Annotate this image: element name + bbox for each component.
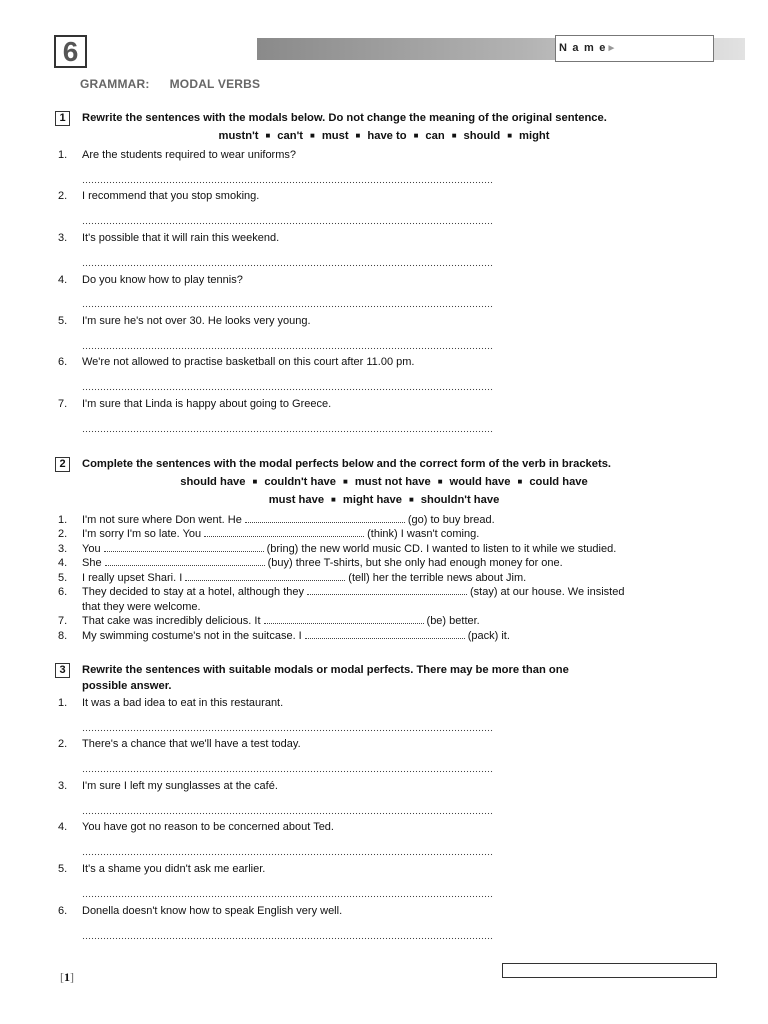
item-text-after: (think) I wasn't coming. bbox=[367, 528, 480, 540]
word-bank-item: must bbox=[321, 130, 349, 142]
item-number: 7. bbox=[58, 398, 68, 410]
item-text-before: I'm not sure where Don went. He bbox=[82, 514, 242, 526]
item-text: It was a bad idea to eat in this restaurant. bbox=[82, 697, 284, 709]
word-bank-item: should have bbox=[180, 476, 246, 488]
word-bank-item: can't bbox=[277, 130, 303, 142]
item-number: 8. bbox=[58, 630, 68, 642]
item-text: Are the students required to wear uniforms? bbox=[82, 149, 297, 161]
answer-line[interactable] bbox=[82, 895, 493, 901]
item-text: I recommend that you stop smoking. bbox=[82, 190, 260, 202]
item-number: 6. bbox=[58, 356, 68, 368]
item-number: 3. bbox=[58, 780, 68, 792]
item-text: Donella doesn't know how to speak English very well. bbox=[82, 905, 343, 917]
word-bank-item: mustn't bbox=[218, 130, 259, 142]
gap-fill[interactable] bbox=[204, 527, 364, 537]
instruction-line: Rewrite the sentences with suitable modals or modal perfects. There may be more than one bbox=[82, 664, 569, 676]
item-text-after: (go) to buy bread. bbox=[407, 514, 495, 526]
item-text-after: (tell) her the terrible news about Jim. bbox=[348, 572, 527, 584]
word-bank-item: would have bbox=[449, 476, 511, 488]
gap-fill[interactable] bbox=[305, 629, 465, 639]
answer-line[interactable] bbox=[82, 430, 493, 436]
item-number: 5. bbox=[58, 863, 68, 875]
section-1-number: 1 bbox=[55, 111, 70, 126]
word-bank-item: should bbox=[463, 130, 501, 142]
word-bank-item: might have bbox=[342, 494, 402, 506]
item-text-after: (stay) at our house. We insisted bbox=[469, 586, 625, 598]
section-1-word-bank: mustn't ■ can't ■ must ■ have to ■ can ■ should ■ might bbox=[218, 130, 550, 142]
item-text: You have got no reason to be concerned about Ted. bbox=[82, 821, 334, 833]
item-text-after: (be) better. bbox=[426, 615, 480, 627]
list-item bbox=[0, 905, 768, 919]
item-text-before: That cake was incredibly delicious. It bbox=[82, 615, 261, 627]
item-text-before: They decided to stay at a hotel, although they bbox=[82, 586, 304, 598]
unit-number-badge: 6 bbox=[54, 35, 87, 68]
list-item bbox=[0, 190, 768, 204]
section-2-instruction: Complete the sentences with the modal perfects below and the correct form of the verb in brackets. bbox=[82, 458, 612, 470]
item-number: 1. bbox=[58, 149, 68, 161]
item-number: 6. bbox=[58, 586, 68, 598]
item-number: 1. bbox=[58, 514, 68, 526]
page-number-value: 1 bbox=[64, 970, 70, 984]
gap-fill[interactable] bbox=[185, 571, 345, 581]
score-box[interactable] bbox=[502, 963, 717, 978]
item-text: I'm sure I left my sunglasses at the café. bbox=[82, 780, 278, 792]
item-text-before: She bbox=[82, 557, 102, 569]
word-bank-item: might bbox=[519, 130, 550, 142]
word-bank-item: must not have bbox=[354, 476, 431, 488]
word-bank-item: shouldn't have bbox=[420, 494, 500, 506]
item-text: Do you know how to play tennis? bbox=[82, 274, 243, 286]
item-text-after: (buy) three T-shirts, but she only had enough money for one. bbox=[267, 557, 563, 569]
item-text-continuation: that they were welcome. bbox=[82, 601, 201, 613]
item-text: It's a shame you didn't ask me earlier. bbox=[82, 863, 266, 875]
list-item bbox=[0, 738, 768, 752]
section-3-number: 3 bbox=[55, 663, 70, 678]
page-number: [1] bbox=[60, 970, 74, 984]
item-text: We're not allowed to practise basketball on this court after 11.00 pm. bbox=[82, 356, 415, 368]
list-item bbox=[0, 315, 768, 329]
item-number: 3. bbox=[58, 232, 68, 244]
list-item bbox=[0, 149, 768, 163]
item-number: 5. bbox=[58, 315, 68, 327]
item-number: 4. bbox=[58, 274, 68, 286]
answer-line[interactable] bbox=[82, 347, 493, 353]
answer-line[interactable] bbox=[82, 222, 493, 228]
item-number: 2. bbox=[58, 738, 68, 750]
section-2-number: 2 bbox=[55, 457, 70, 472]
heading-right: MODAL VERBS bbox=[169, 77, 261, 91]
answer-line[interactable] bbox=[82, 264, 493, 270]
answer-line[interactable] bbox=[82, 388, 493, 394]
list-item bbox=[0, 274, 768, 288]
answer-line[interactable] bbox=[82, 937, 493, 943]
gap-fill[interactable] bbox=[105, 556, 265, 566]
instruction-line: possible answer. bbox=[82, 680, 172, 692]
item-text: It's possible that it will rain this weekend. bbox=[82, 232, 280, 244]
page-title bbox=[80, 77, 260, 91]
list-item bbox=[0, 697, 768, 711]
list-item bbox=[0, 398, 768, 412]
item-number: 3. bbox=[58, 543, 68, 555]
item-number: 2. bbox=[58, 190, 68, 202]
item-text-before: I really upset Shari. I bbox=[82, 572, 183, 584]
gap-fill[interactable] bbox=[104, 542, 264, 552]
item-text: I'm sure he's not over 30. He looks very young. bbox=[82, 315, 311, 327]
gap-fill[interactable] bbox=[245, 513, 405, 523]
section-3-instruction bbox=[82, 662, 662, 694]
list-item bbox=[0, 780, 768, 794]
list-item bbox=[0, 232, 768, 246]
section-1-instruction: Rewrite the sentences with the modals below. Do not change the meaning of the original sentence. bbox=[82, 112, 607, 124]
list-item bbox=[0, 863, 768, 877]
item-number: 2. bbox=[58, 528, 68, 540]
item-number: 4. bbox=[58, 557, 68, 569]
item-text-after: (pack) it. bbox=[467, 630, 510, 642]
section-2-word-bank-line-2: must have ■ might have ■ shouldn't have bbox=[268, 494, 500, 506]
word-bank-item: couldn't have bbox=[264, 476, 337, 488]
word-bank-item: have to bbox=[367, 130, 407, 142]
arrow-right-icon: ► bbox=[606, 43, 617, 54]
gap-fill[interactable] bbox=[307, 585, 467, 595]
word-bank-item: must have bbox=[268, 494, 325, 506]
list-item bbox=[0, 356, 768, 370]
answer-line[interactable] bbox=[82, 729, 493, 735]
word-bank-item: can bbox=[425, 130, 445, 142]
word-bank-item: could have bbox=[529, 476, 588, 488]
answer-line[interactable] bbox=[82, 770, 493, 776]
gap-fill[interactable] bbox=[264, 614, 424, 624]
name-field[interactable] bbox=[555, 35, 714, 62]
item-text: I'm sure that Linda is happy about going to Greece. bbox=[82, 398, 332, 410]
heading-left: GRAMMAR: bbox=[80, 77, 150, 91]
item-text: There's a chance that we'll have a test today. bbox=[82, 738, 301, 750]
section-2-word-bank-line-1: should have ■ couldn't have ■ must not have ■ would have ■ could have bbox=[180, 476, 588, 488]
item-number: 4. bbox=[58, 821, 68, 833]
item-text-before: You bbox=[82, 543, 101, 555]
item-number: 7. bbox=[58, 615, 68, 627]
list-item bbox=[0, 821, 768, 835]
answer-line[interactable] bbox=[82, 853, 493, 859]
answer-line[interactable] bbox=[82, 305, 493, 311]
item-number: 1. bbox=[58, 697, 68, 709]
item-text-before: My swimming costume's not in the suitcase. I bbox=[82, 630, 302, 642]
item-text-after: (bring) the new world music CD. I wanted to listen to it while we studied. bbox=[266, 543, 617, 555]
item-text-before: I'm sorry I'm so late. You bbox=[82, 528, 202, 540]
answer-line[interactable] bbox=[82, 181, 493, 187]
item-number: 5. bbox=[58, 572, 68, 584]
name-label: N a m e bbox=[559, 42, 607, 54]
item-number: 6. bbox=[58, 905, 68, 917]
answer-line[interactable] bbox=[82, 812, 493, 818]
